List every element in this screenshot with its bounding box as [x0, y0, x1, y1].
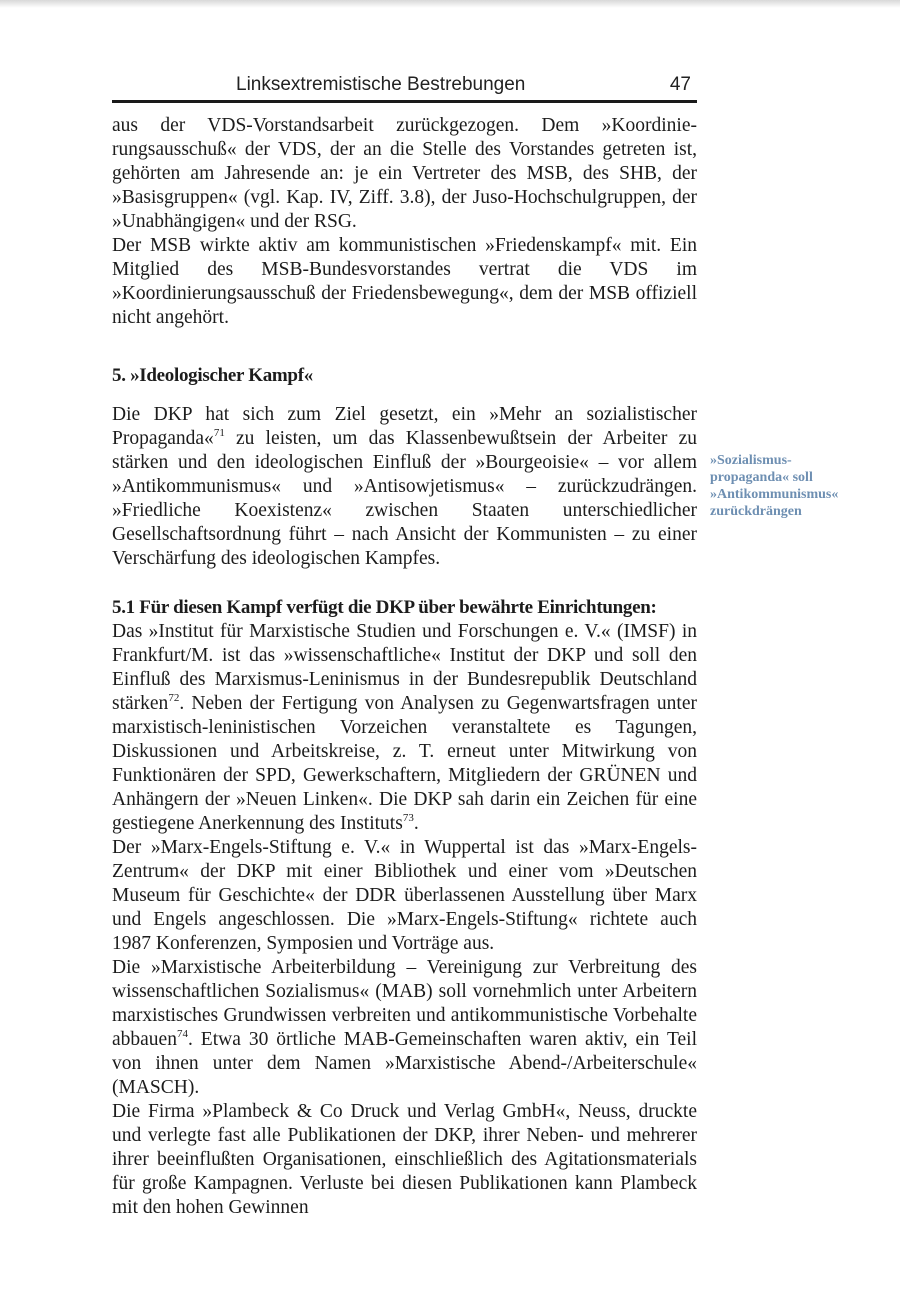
margin-note-line-1: »Sozialismus- [710, 453, 792, 468]
section-5-1-paragraph-2: Der »Marx-Engels-Stiftung e. V.« in Wuppertal ist das »Marx-Engels-Zentrum« der DKP mit einer Bibliothek und einer vom »Deutschen Museum für Geschichte« der DDR überlassenen Ausstellung über Marx und Engels angeschlossen. Die »Marx-Engels-Stiftung« richtete auch 1987 Konferenzen, Symposien und Vorträge aus. [112, 837, 697, 954]
footnote-ref-74: 74 [176, 1028, 188, 1040]
intro-paragraph-2: Der MSB wirkte aktiv am kommunistischen »Friedenskampf« mit. Ein Mitglied des MSB-Bundesvorstandes vertrat die VDS im »Koordinierungsausschuß der Friedensbewegung«, dem der MSB offiziell nicht angehört. [112, 235, 697, 328]
section-5-1-paragraph-3 [112, 956, 697, 1100]
header-rule [112, 100, 697, 103]
section-5-text-b: zu leisten, um das Klassenbewußtsein der Arbeiter zu stärken und den ideologischen Einfluß der »Bourgeoisie« – vor allem »Antikommunismus« und »Antisowjetismus« – zurückzudrängen. »Friedliche Koexistenz« zwischen Staaten unterschiedlicher Gesellschaftsordnung führt – nach Ansicht der Kommunisten – zu einer Verschärfung des ideologischen Kampfes. [112, 428, 697, 569]
margin-note-line-3: »Antikommunismus« [710, 487, 839, 502]
imsf-text-c: . [413, 813, 419, 834]
section-5-1-heading: 5.1 Für diesen Kampf verfügt die DKP über bewährte Einrichtungen: [112, 597, 657, 618]
section-5-paragraph [112, 403, 697, 571]
intro-paragraph-1: aus der VDS-Vorstandsarbeit zurückgezogen. Dem »Koordinierungsausschuß« der VDS, der an die Stelle des Vorstandes getreten ist, gehörten am Jahresende an: je ein Vertreter des MSB, des SHB, der »Basisgruppen« (vgl. Kap. IV, Ziff. 3.8), der Juso-Hochschulgruppen, der »Unabhängigen« und der RSG. [112, 115, 697, 232]
section-5-heading: 5. »Ideologischer Kampf« [112, 365, 313, 386]
scan-edge-shadow [0, 0, 900, 8]
mab-text-b: . Etwa 30 örtliche MAB-Gemeinschaften waren aktiv, ein Teil von ihnen unter dem Namen »Marxistische Abend-/Arbeiterschule« (MASCH). [112, 1029, 697, 1098]
footnote-ref-73: 73 [402, 812, 414, 824]
imsf-text-b: . Neben der Fertigung von Analysen zu Gegenwartsfragen unter marxistisch-leninistischen Vorzeichen veranstaltete es Tagungen, Diskussionen und Arbeitskreise, z. T. erneut unter Mitwirkung von Funktionären der SPD, Gewerkschaftern, Mitgliedern der GRÜNEN und Anhängern der »Neuen Linken«. Die DKP sah darin ein Zeichen für eine gestiegene Anerkennung des Instituts [112, 693, 697, 834]
margin-note-line-4: zurückdrängen [710, 504, 802, 519]
running-header-title: Linksextremistische Bestrebungen [236, 74, 526, 95]
margin-note-line-2: propaganda« soll [710, 470, 813, 485]
section-5-text [112, 403, 697, 571]
section-5-text-a: Die DKP hat sich zum Ziel gesetzt, ein »Mehr an sozialistischer Propaganda« [112, 404, 697, 449]
page-number: 47 [669, 74, 691, 95]
section-5-1-paragraph-4: Die Firma »Plambeck & Co Druck und Verlag GmbH«, Neuss, druckte und verlegte fast alle Publikationen der DKP, ihrer Neben- und mehrerer ihrer beeinflußten Organisationen, einschließlich des Agitationsmaterials für große Kampagnen. Verluste bei diesen Publikationen kann Plambeck mit den hohen Gewinnen [112, 1101, 697, 1218]
footnote-ref-72: 72 [168, 692, 180, 704]
footnote-ref-71: 71 [213, 427, 225, 439]
section-5-1-paragraph-1 [112, 620, 697, 836]
mab-text-a: Die »Marxistische Arbeiterbildung – Vereinigung zur Verbreitung des wissenschaftlichen Sozialismus« (MAB) soll vornehmlich unter Arbeitern marxistisches Grundwissen verbreiten und antikommunistische Vorbehalte abbauen [112, 957, 697, 1050]
imsf-text-a: Das »Institut für Marxistische Studien und Forschungen e. V.« (IMSF) in Frankfurt/M. ist das »wissenschaftliche« Institut der DKP und soll den Einfluß des Marxismus-Leninismus in der Bundesrepublik Deutschland stärken [112, 621, 697, 714]
margin-note [710, 452, 895, 520]
intro-text [112, 114, 697, 330]
section-5-1-text [112, 620, 697, 1220]
